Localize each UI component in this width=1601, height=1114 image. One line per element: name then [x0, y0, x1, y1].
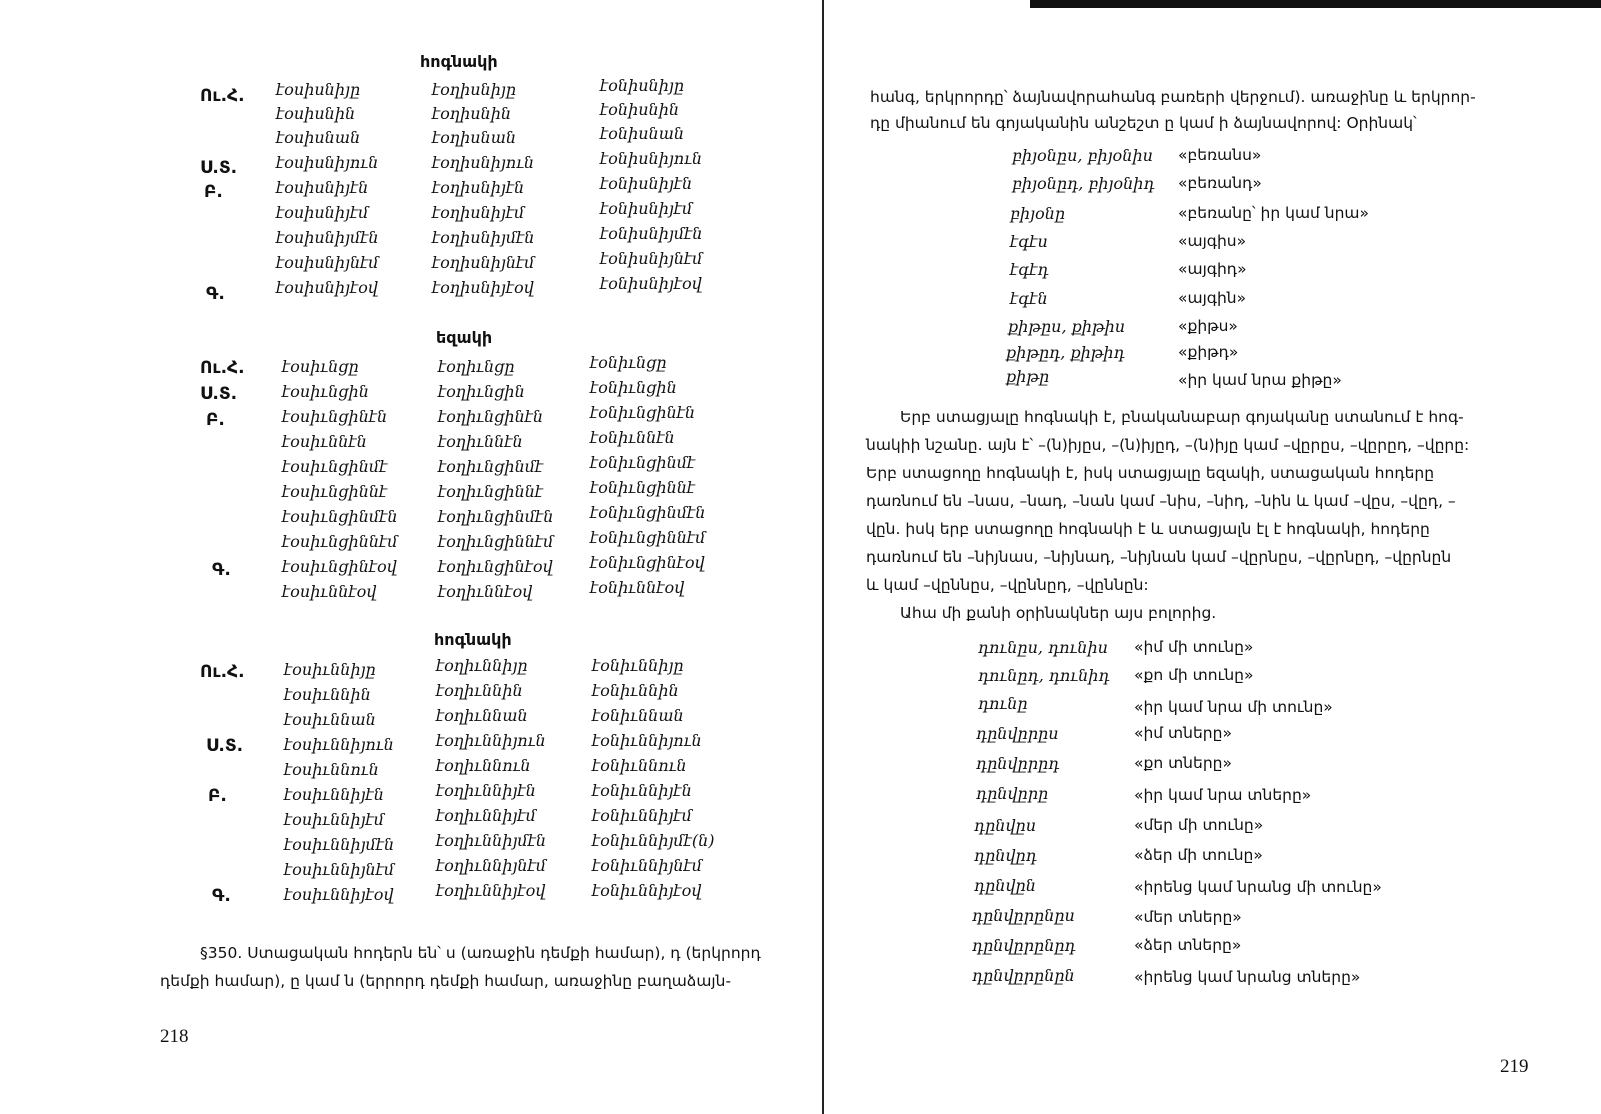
table2-cell: էօնիւնցինմէն: [590, 503, 706, 522]
table2-cell: էօսիւնցինմէն: [282, 507, 398, 526]
example-word: դունըդ, դունիդ: [978, 666, 1110, 685]
example-gloss: «քո տները»: [1134, 754, 1232, 772]
example-word: բիյօնըս, բիյօնիս: [1012, 146, 1153, 165]
table1-cell: էօղիսնիյէն: [432, 178, 525, 197]
table3-cell: էօղիւննիյէն: [436, 781, 536, 800]
example-gloss: «իմ տները»: [1134, 724, 1232, 742]
example-word: բիյօնը: [1010, 204, 1066, 223]
table1-cell: էօնիսնիյէօվ: [600, 274, 702, 293]
table2-title: եզակի: [436, 328, 493, 347]
table2-case-label: Բ.: [206, 410, 225, 430]
paragraph-line: դառնում են –նիյնաս, –նիյնադ, –նիյնան կամ –վըրնըս, –վըրնըդ, –վըրնըն: [866, 548, 1452, 566]
table3-cell: էօսիւննիյը: [284, 660, 376, 679]
example-gloss: «քիթդ»: [1178, 343, 1239, 361]
paragraph-line: և կամ –վըննըս, –վըննըդ, –վըննըն:: [866, 576, 1149, 594]
example-word: դընվըն: [974, 876, 1036, 895]
example-gloss: «բեռանդ»: [1178, 174, 1262, 192]
table1-cell: էօնիսնիյը: [600, 76, 684, 95]
table1-cell: էօսիսնիյուն: [276, 153, 379, 172]
table1-cell: էօնիսնին: [600, 100, 680, 119]
example-word: դունը: [978, 694, 1028, 713]
example-gloss: «այգիդ»: [1178, 260, 1247, 278]
example-word: դունըս, դունիս: [978, 638, 1108, 657]
table2-cell: էօղիւնցը: [438, 357, 515, 376]
table3-cell: էօսիւննիյէօվ: [284, 885, 394, 904]
table1-cell: էօսիսնիյէմ: [276, 203, 369, 222]
table2-cell: էօղիւնցիննէմ: [438, 532, 554, 551]
table2-cell: էօնիւնցինմէ: [590, 453, 696, 472]
example-gloss: «քո մի տունը»: [1134, 666, 1254, 684]
paragraph-line: Երբ ստացողը հոգնակի է, իսկ ստացյալը եզակի, ստացական հոդերը: [866, 464, 1435, 482]
paragraph-line: դը միանում են գոյականին անշեշտ ը կամ ի ձայնավորով: Օրինակ՝: [870, 114, 1417, 132]
paragraph-line: §350. Ստացական հոդերն են՝ ս (առաջին դեմքի համար), դ (երկրորդ: [200, 944, 761, 962]
example-word: դընվըրընըս: [972, 906, 1075, 925]
table2-cell: էօնիւնցինէն: [590, 403, 696, 422]
table3-cell: էօղիւննիյուն: [436, 731, 546, 750]
example-word: քիթը: [1006, 367, 1050, 386]
table3-cell: էօղիւննին: [436, 681, 523, 700]
table3-cell: էօղիւննիյէմ: [436, 806, 536, 825]
example-word: քիթըդ, քիթիդ: [1006, 343, 1125, 362]
paragraph-line: դառնում են –նաս, –նադ, –նան կամ –նիս, –նիդ, –նին և կամ –վըս, –վըդ, –: [866, 492, 1456, 510]
table3-cell: էօնիւննիյմէ(ն): [592, 831, 715, 850]
table2-cell: էօղիւնցինէն: [438, 407, 544, 426]
paragraph-line: վըն. իսկ երբ ստացողը հոգնակի է և ստացյալն էլ է հոգնակի, հոդերը: [866, 520, 1430, 538]
example-gloss: «մեր մի տունը»: [1134, 816, 1264, 834]
examples-heading: Ահա մի քանի օրինակներ այս բոլորից.: [900, 604, 1217, 622]
table3-cell: էօղիւննուն: [436, 756, 531, 775]
example-gloss: «իր կամ նրա մի տունը»: [1134, 698, 1333, 716]
table2-cell: էօնիւննէօվ: [590, 578, 685, 597]
table2-cell: էօնիւնցինէօվ: [590, 553, 705, 572]
table3-cell: էօնիւննիյուն: [592, 731, 702, 750]
table1-cell: էօսիսնիյնէմ: [276, 253, 379, 272]
table3-cell: էօնիւննիյը: [592, 656, 684, 675]
table2-cell: էօսիւնցինէն: [282, 407, 388, 426]
table2-case-label: Գ.: [212, 560, 231, 580]
table2-cell: էօսիւննէօվ: [282, 582, 377, 601]
table2-cell: էօղիւննէօվ: [438, 582, 533, 601]
example-word: էգէն: [1010, 289, 1048, 308]
table1-case-label: Բ.: [204, 182, 223, 202]
table3-cell: էօղիւննիյմէն: [436, 831, 547, 850]
table1-title: հոգնակի: [420, 52, 498, 71]
table2-cell: էօսիւնցը: [282, 357, 359, 376]
paragraph-line: Երբ ստացյալը հոգնակի է, բնականաբար գոյականը ստանում է հոգ-: [900, 408, 1464, 426]
table1-cell: էօղիսնան: [432, 128, 517, 147]
table1-cell: էօղիսնիյմէն: [432, 228, 535, 247]
book-spine: [822, 0, 824, 1114]
table2-case-label: Ս.Տ.: [200, 384, 238, 404]
example-gloss: «ձեր մի տունը»: [1134, 846, 1263, 864]
table2-cell: էօսիւնցինէօվ: [282, 557, 397, 576]
table3-cell: էօնիւննան: [592, 706, 684, 725]
table3-cell: էօսիւննիյնէմ: [284, 860, 395, 879]
table3-cell: էօղիւննիյը: [436, 656, 528, 675]
table1-cell: էօսիսնիյէն: [276, 178, 369, 197]
paragraph-line: դեմքի համար), ը կամ ն (երրորդ դեմքի համար, առաջինը բաղաձայն-: [160, 972, 732, 990]
scan-edge-bar: [1030, 0, 1601, 8]
table1-cell: էօնիսնիյէմ: [600, 199, 693, 218]
table1-case-label: Ու.Հ.: [200, 86, 245, 106]
table3-cell: էօսիւննան: [284, 710, 376, 729]
example-word: քիթըս, քիթիս: [1008, 317, 1126, 336]
paragraph-line: հանգ, երկրորդը՝ ձայնավորահանգ բառերի վերջում). առաջինը և երկրոր-: [870, 88, 1476, 106]
table2-cell: էօսիւննէն: [282, 432, 367, 451]
table2-cell: էօղիւննէն: [438, 432, 523, 451]
table2-cell: էօսիւնցինմէ: [282, 457, 388, 476]
page-number: 218: [160, 1026, 189, 1047]
table3-case-label: Բ.: [208, 786, 227, 806]
table1-cell: էօսիսնիյէօվ: [276, 278, 378, 297]
table2-cell: էօսիւնցին: [282, 382, 369, 401]
table1-cell: էօղիսնիյէմ: [432, 203, 525, 222]
table2-cell: էօնիւննէն: [590, 428, 675, 447]
table3-case-label: Գ.: [212, 886, 231, 906]
example-word: դընվըդ: [974, 846, 1037, 865]
table3-cell: էօնիւննուն: [592, 756, 687, 775]
example-gloss: «իրենց կամ նրանց մի տունը»: [1134, 878, 1382, 896]
example-word: բիյօնըդ, բիյօնիդ: [1012, 174, 1155, 193]
table3-cell: էօղիւննիյնէմ: [436, 856, 547, 875]
table1-cell: էօնիսնան: [600, 124, 685, 143]
table2-cell: էօնիւնցիննէմ: [590, 528, 706, 547]
table2-cell: էօսիւնցիննէմ: [282, 532, 398, 551]
table1-cell: էօնիսնիյէն: [600, 174, 693, 193]
table2-cell: էօսիւնցիննէ: [282, 482, 388, 501]
table3-cell: էօղիւննան: [436, 706, 528, 725]
table2-cell: էօղիւնցին: [438, 382, 525, 401]
table3-title: հոգնակի: [434, 630, 512, 649]
table2-cell: էօղիւնցինմէ: [438, 457, 544, 476]
table1-cell: էօնիսնիյուն: [600, 149, 703, 168]
paragraph-line: նակիի նշանը. այն է՝ –(ն)իյըս, –(ն)իյըդ, –(ն)իյը կամ –վըրըս, –վըրըդ, –վըրը:: [866, 436, 1470, 454]
table2-case-label: Ու.Հ.: [200, 358, 245, 378]
table2-cell: էօնիւնցին: [590, 378, 677, 397]
example-gloss: «իրենց կամ նրանց տները»: [1134, 968, 1361, 986]
example-gloss: «բեռանը՝ իր կամ նրա»: [1178, 204, 1370, 222]
example-gloss: «բեռանս»: [1178, 146, 1262, 164]
example-word: էգէդ: [1010, 260, 1049, 279]
table3-cell: էօսիւննիյէմ: [284, 810, 385, 829]
table3-cell: էօնիւննիյէմ: [592, 806, 692, 825]
example-gloss: «այգիս»: [1178, 232, 1247, 250]
table3-cell: էօնիւննիյէօվ: [592, 881, 702, 900]
example-word: դընվըրընըդ: [972, 936, 1076, 955]
table1-cell: էօղիսնին: [432, 104, 512, 123]
example-word: էգէս: [1010, 232, 1048, 251]
table3-cell: էօսիւննին: [284, 685, 371, 704]
example-gloss: «իր կամ նրա քիթը»: [1178, 371, 1342, 389]
table3-case-label: Ու.Հ.: [200, 662, 245, 682]
table2-cell: էօնիւնցիննէ: [590, 478, 696, 497]
table3-cell: էօղիւննիյէօվ: [436, 881, 546, 900]
table2-cell: էօղիւնցիննէ: [438, 482, 544, 501]
example-word: դընվըրընըն: [972, 966, 1075, 985]
page-number: 219: [1500, 1056, 1529, 1077]
table1-cell: էօսիսնին: [276, 104, 356, 123]
example-gloss: «մեր տները»: [1134, 908, 1242, 926]
table1-cell: էօնիսնիյնէմ: [600, 249, 703, 268]
table1-cell: էօսիսնան: [276, 128, 361, 147]
table3-cell: էօսիւննիյուն: [284, 735, 394, 754]
table1-cell: էօղիսնիյուն: [432, 153, 535, 172]
table2-cell: էօղիւնցինմէն: [438, 507, 554, 526]
example-word: դընվըրըս: [976, 724, 1059, 743]
table1-cell: էօսիսնիյը: [276, 80, 361, 99]
table1-case-label: Ս.Տ.: [200, 158, 238, 178]
table2-cell: էօնիւնցը: [590, 353, 667, 372]
table1-cell: էօղիսնիյէօվ: [432, 278, 534, 297]
table1-cell: էօսիսնիյմէն: [276, 228, 379, 247]
table1-case-label: Գ.: [206, 284, 225, 304]
example-gloss: «իմ մի տունը»: [1134, 638, 1254, 656]
table1-cell: էօղիսնիյը: [432, 80, 516, 99]
example-word: դընվըս: [974, 816, 1037, 835]
table3-cell: էօնիւննին: [592, 681, 679, 700]
example-gloss: «քիթս»: [1178, 317, 1238, 335]
example-gloss: «այգին»: [1178, 289, 1247, 307]
example-word: դընվըրըդ: [976, 754, 1060, 773]
table1-cell: էօնիսնիյմէն: [600, 224, 703, 243]
table1-cell: էօղիսնիյնէմ: [432, 253, 535, 272]
table3-cell: էօնիւննիյէն: [592, 781, 692, 800]
table2-cell: էօղիւնցինէօվ: [438, 557, 553, 576]
table3-case-label: Ս.Տ.: [206, 736, 244, 756]
table3-cell: էօսիւննուն: [284, 760, 379, 779]
table3-cell: էօսիւննիյէն: [284, 785, 384, 804]
example-gloss: «ձեր տները»: [1134, 936, 1242, 954]
table3-cell: էօսիւննիյմէն: [284, 835, 395, 854]
example-word: դընվըրը: [976, 784, 1049, 803]
table3-cell: էօնիւննիյնէմ: [592, 856, 703, 875]
example-gloss: «իր կամ նրա տները»: [1134, 786, 1312, 804]
